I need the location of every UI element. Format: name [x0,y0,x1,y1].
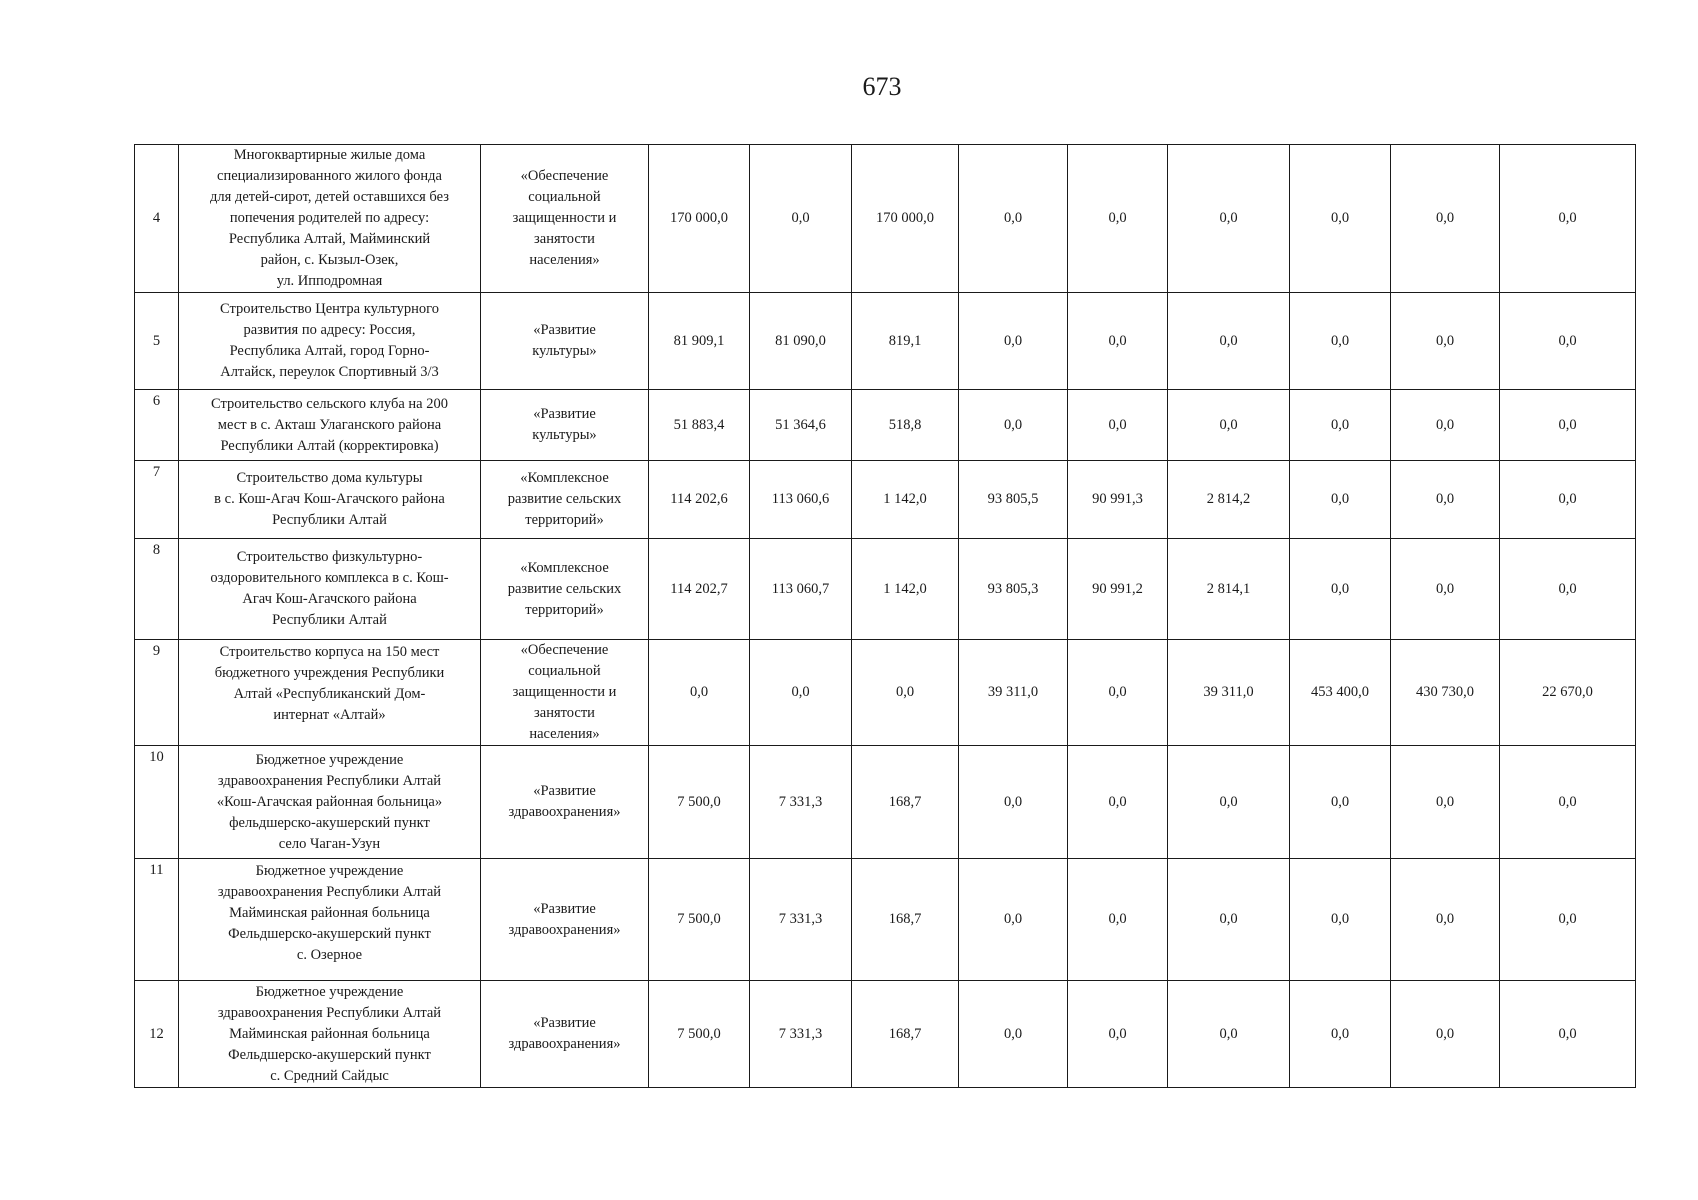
value-cell: 0,0 [1500,981,1636,1088]
value-cell: 430 730,0 [1391,640,1500,746]
object-name: Бюджетное учреждение здравоохранения Республики Алтай Майминская районная больница Фельдшерско-акушерский пункт с. Озерное [179,859,481,981]
value-cell: 0,0 [1290,461,1391,539]
program-name: «Развитие здравоохранения» [481,746,649,859]
value-cell: 0,0 [1290,145,1391,293]
table-row [135,640,1636,746]
row-number: 5 [135,293,179,390]
table-row [135,145,1636,293]
value-cell: 453 400,0 [1290,640,1391,746]
value-cell: 0,0 [1168,981,1290,1088]
value-cell: 0,0 [750,145,852,293]
row-number: 9 [135,640,179,746]
value-cell: 0,0 [959,746,1068,859]
value-cell: 170 000,0 [852,145,959,293]
value-cell: 7 500,0 [649,746,750,859]
value-cell: 93 805,5 [959,461,1068,539]
value-cell: 7 331,3 [750,859,852,981]
value-cell: 0,0 [1391,390,1500,461]
value-cell: 0,0 [1290,981,1391,1088]
value-cell: 7 500,0 [649,981,750,1088]
value-cell: 39 311,0 [1168,640,1290,746]
program-name: «Комплексное развитие сельских территорий» [481,539,649,640]
value-cell: 90 991,3 [1068,461,1168,539]
program-name: «Комплексное развитие сельских территорий» [481,461,649,539]
object-name: Многоквартирные жилые дома специализированного жилого фонда для детей-сирот, детей оставшихся без попечения родителей по адресу: Республика Алтай, Майминский район, с. Кызыл-Озек, ул. Ипподромная [179,145,481,293]
value-cell: 0,0 [1168,390,1290,461]
value-cell: 39 311,0 [959,640,1068,746]
value-cell: 0,0 [1290,746,1391,859]
value-cell: 0,0 [1500,293,1636,390]
row-number: 8 [135,539,179,640]
value-cell: 0,0 [1068,640,1168,746]
table-row [135,859,1636,981]
value-cell: 0,0 [1500,145,1636,293]
value-cell: 0,0 [1290,539,1391,640]
value-cell: 1 142,0 [852,461,959,539]
value-cell: 0,0 [959,145,1068,293]
value-cell: 81 090,0 [750,293,852,390]
value-cell: 0,0 [1500,539,1636,640]
value-cell: 0,0 [1168,145,1290,293]
value-cell: 114 202,7 [649,539,750,640]
value-cell: 0,0 [1068,390,1168,461]
value-cell: 90 991,2 [1068,539,1168,640]
value-cell: 0,0 [1068,293,1168,390]
value-cell: 819,1 [852,293,959,390]
value-cell: 2 814,1 [1168,539,1290,640]
row-number: 10 [135,746,179,859]
value-cell: 0,0 [1500,461,1636,539]
object-name: Строительство сельского клуба на 200 мест в с. Акташ Улаганского района Республики Алтай (корректировка) [179,390,481,461]
value-cell: 168,7 [852,746,959,859]
value-cell: 0,0 [1391,746,1500,859]
value-cell: 0,0 [1290,293,1391,390]
object-name: Строительство Центра культурного развития по адресу: Россия, Республика Алтай, город Горно- Алтайск, переулок Спортивный 3/3 [179,293,481,390]
row-number: 7 [135,461,179,539]
program-name: «Обеспечение социальной защищенности и занятости населения» [481,640,649,746]
value-cell: 0,0 [1168,746,1290,859]
object-name: Строительство дома культуры в с. Кош-Агач Кош-Агачского района Республики Алтай [179,461,481,539]
program-name: «Развитие культуры» [481,390,649,461]
value-cell: 518,8 [852,390,959,461]
value-cell: 0,0 [1391,461,1500,539]
table-row [135,293,1636,390]
value-cell: 7 331,3 [750,746,852,859]
value-cell: 51 883,4 [649,390,750,461]
row-number: 11 [135,859,179,981]
value-cell: 51 364,6 [750,390,852,461]
value-cell: 0,0 [959,981,1068,1088]
value-cell: 0,0 [750,640,852,746]
value-cell: 0,0 [649,640,750,746]
value-cell: 168,7 [852,859,959,981]
value-cell: 0,0 [1391,539,1500,640]
object-name: Строительство корпуса на 150 мест бюджетного учреждения Республики Алтай «Республиканский Дом- интернат «Алтай» [179,640,481,746]
value-cell: 0,0 [1068,981,1168,1088]
value-cell: 0,0 [1068,859,1168,981]
object-name: Бюджетное учреждение здравоохранения Республики Алтай «Кош-Агачская районная больница» фельдшерско-акушерский пункт село Чаган-Узун [179,746,481,859]
row-number: 6 [135,390,179,461]
table-row [135,539,1636,640]
value-cell: 0,0 [1068,746,1168,859]
value-cell: 0,0 [1391,145,1500,293]
value-cell: 0,0 [1500,859,1636,981]
table-row [135,746,1636,859]
value-cell: 1 142,0 [852,539,959,640]
object-name: Строительство физкультурно- оздоровительного комплекса в с. Кош- Агач Кош-Агачского района Республики Алтай [179,539,481,640]
value-cell: 0,0 [959,390,1068,461]
value-cell: 22 670,0 [1500,640,1636,746]
value-cell: 0,0 [1168,293,1290,390]
value-cell: 2 814,2 [1168,461,1290,539]
objects-table [134,144,1636,1088]
value-cell: 7 331,3 [750,981,852,1088]
object-name: Бюджетное учреждение здравоохранения Республики Алтай Майминская районная больница Фельдшерско-акушерский пункт с. Средний Сайдыс [179,981,481,1088]
value-cell: 0,0 [959,293,1068,390]
value-cell: 0,0 [1068,145,1168,293]
row-number: 4 [135,145,179,293]
value-cell: 0,0 [1391,293,1500,390]
value-cell: 0,0 [1290,390,1391,461]
value-cell: 113 060,7 [750,539,852,640]
row-number: 12 [135,981,179,1088]
value-cell: 114 202,6 [649,461,750,539]
program-name: «Развитие здравоохранения» [481,859,649,981]
value-cell: 0,0 [1500,746,1636,859]
value-cell: 0,0 [1391,981,1500,1088]
value-cell: 0,0 [1168,859,1290,981]
program-name: «Обеспечение социальной защищенности и занятости населения» [481,145,649,293]
value-cell: 113 060,6 [750,461,852,539]
table-row [135,981,1636,1088]
program-name: «Развитие культуры» [481,293,649,390]
value-cell: 93 805,3 [959,539,1068,640]
value-cell: 0,0 [1500,390,1636,461]
page-number: 673 [862,72,902,101]
value-cell: 168,7 [852,981,959,1088]
value-cell: 7 500,0 [649,859,750,981]
program-name: «Развитие здравоохранения» [481,981,649,1088]
value-cell: 0,0 [1290,859,1391,981]
value-cell: 0,0 [852,640,959,746]
table-row [135,461,1636,539]
value-cell: 170 000,0 [649,145,750,293]
value-cell: 0,0 [959,859,1068,981]
value-cell: 0,0 [1391,859,1500,981]
value-cell: 81 909,1 [649,293,750,390]
table-row [135,390,1636,461]
